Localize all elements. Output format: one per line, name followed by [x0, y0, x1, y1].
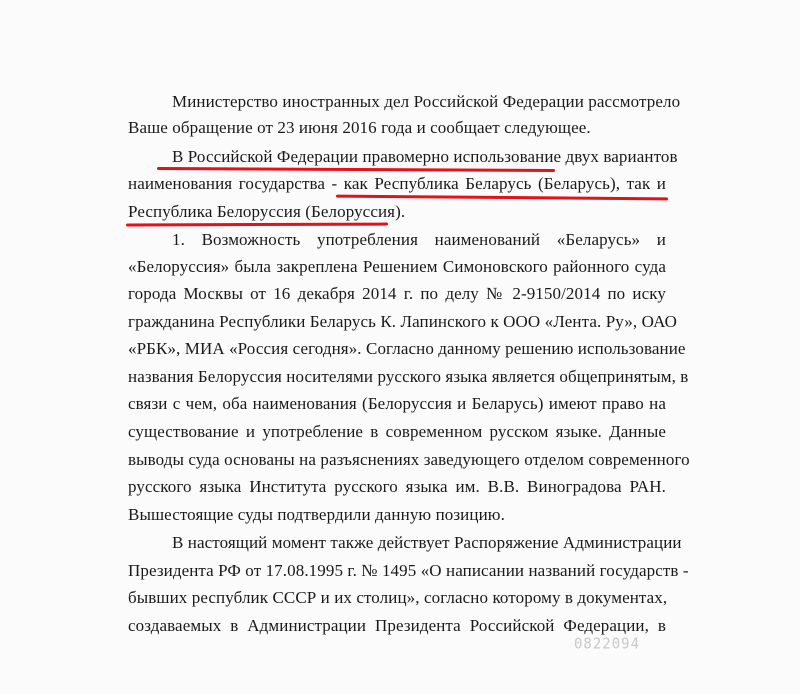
- paragraph-3-line-1: 1. Возможность употребления наименований «Беларусь» и: [172, 230, 666, 249]
- highlight-underline-1: [157, 167, 555, 172]
- paragraph-4-line-4: создаваемых в Администрации Президента Российской Федерации, в: [128, 616, 666, 635]
- paragraph-2-line-1: В Российской Федерации правомерно использование двух вариантов: [172, 147, 678, 166]
- highlight-underline-3: [126, 223, 388, 227]
- paragraph-4-line-1: В настоящий момент также действует Распоряжение Администрации: [172, 533, 682, 552]
- paragraph-3-line-6: названия Белоруссия носителями русского языка является общепринятым, в: [128, 367, 689, 386]
- paragraph-4-line-3: бывших республик СССР и их столиц», согласно которому в документах,: [128, 588, 668, 607]
- paragraph-3-line-8: существование и употребление в современном русском языке. Данные: [128, 422, 666, 441]
- paragraph-3-line-7: связи с чем, оба наименования (Белоруссия и Беларусь) имеют право на: [128, 394, 666, 413]
- paragraph-3-line-10: русского языка Института русского языка им. В.В. Виноградова РАН.: [128, 477, 666, 496]
- paragraph-3-line-2: «Белоруссия» была закреплена Решением Симоновского районного суда: [128, 257, 666, 276]
- highlight-underline-2: [336, 195, 668, 201]
- paragraph-3-line-5: «РБК», МИА «Россия сегодня». Согласно данному решению использование: [128, 339, 686, 358]
- paragraph-3-line-3: города Москвы от 16 декабря 2014 г. по делу № 2-9150/2014 по иску: [128, 284, 666, 303]
- paragraph-3-line-9: выводы суда основаны на разъяснениях заведующего отделом современного: [128, 450, 690, 469]
- paragraph-3-line-4: гражданина Республики Беларусь К. Лапинского к ООО «Лента. Ру», ОАО: [128, 312, 678, 331]
- paragraph-2-line-3: Республика Белоруссия (Белоруссия).: [128, 202, 406, 221]
- paragraph-3-line-11: Вышестоящие суды подтвердили данную позицию.: [128, 505, 505, 524]
- paragraph-1-line-2: Ваше обращение от 23 июня 2016 года и сообщает следующее.: [128, 118, 591, 137]
- faint-document-number-stamp: 0822094: [574, 635, 641, 653]
- paragraph-4-line-2: Президента РФ от 17.08.1995 г. № 1495 «О написании названий государств -: [128, 561, 689, 580]
- paragraph-2-line-2: наименования государства - как Республика Беларусь (Беларусь), так и: [128, 174, 666, 193]
- paragraph-1-line-1: Министерство иностранных дел Российской Федерации рассмотрело: [172, 92, 681, 111]
